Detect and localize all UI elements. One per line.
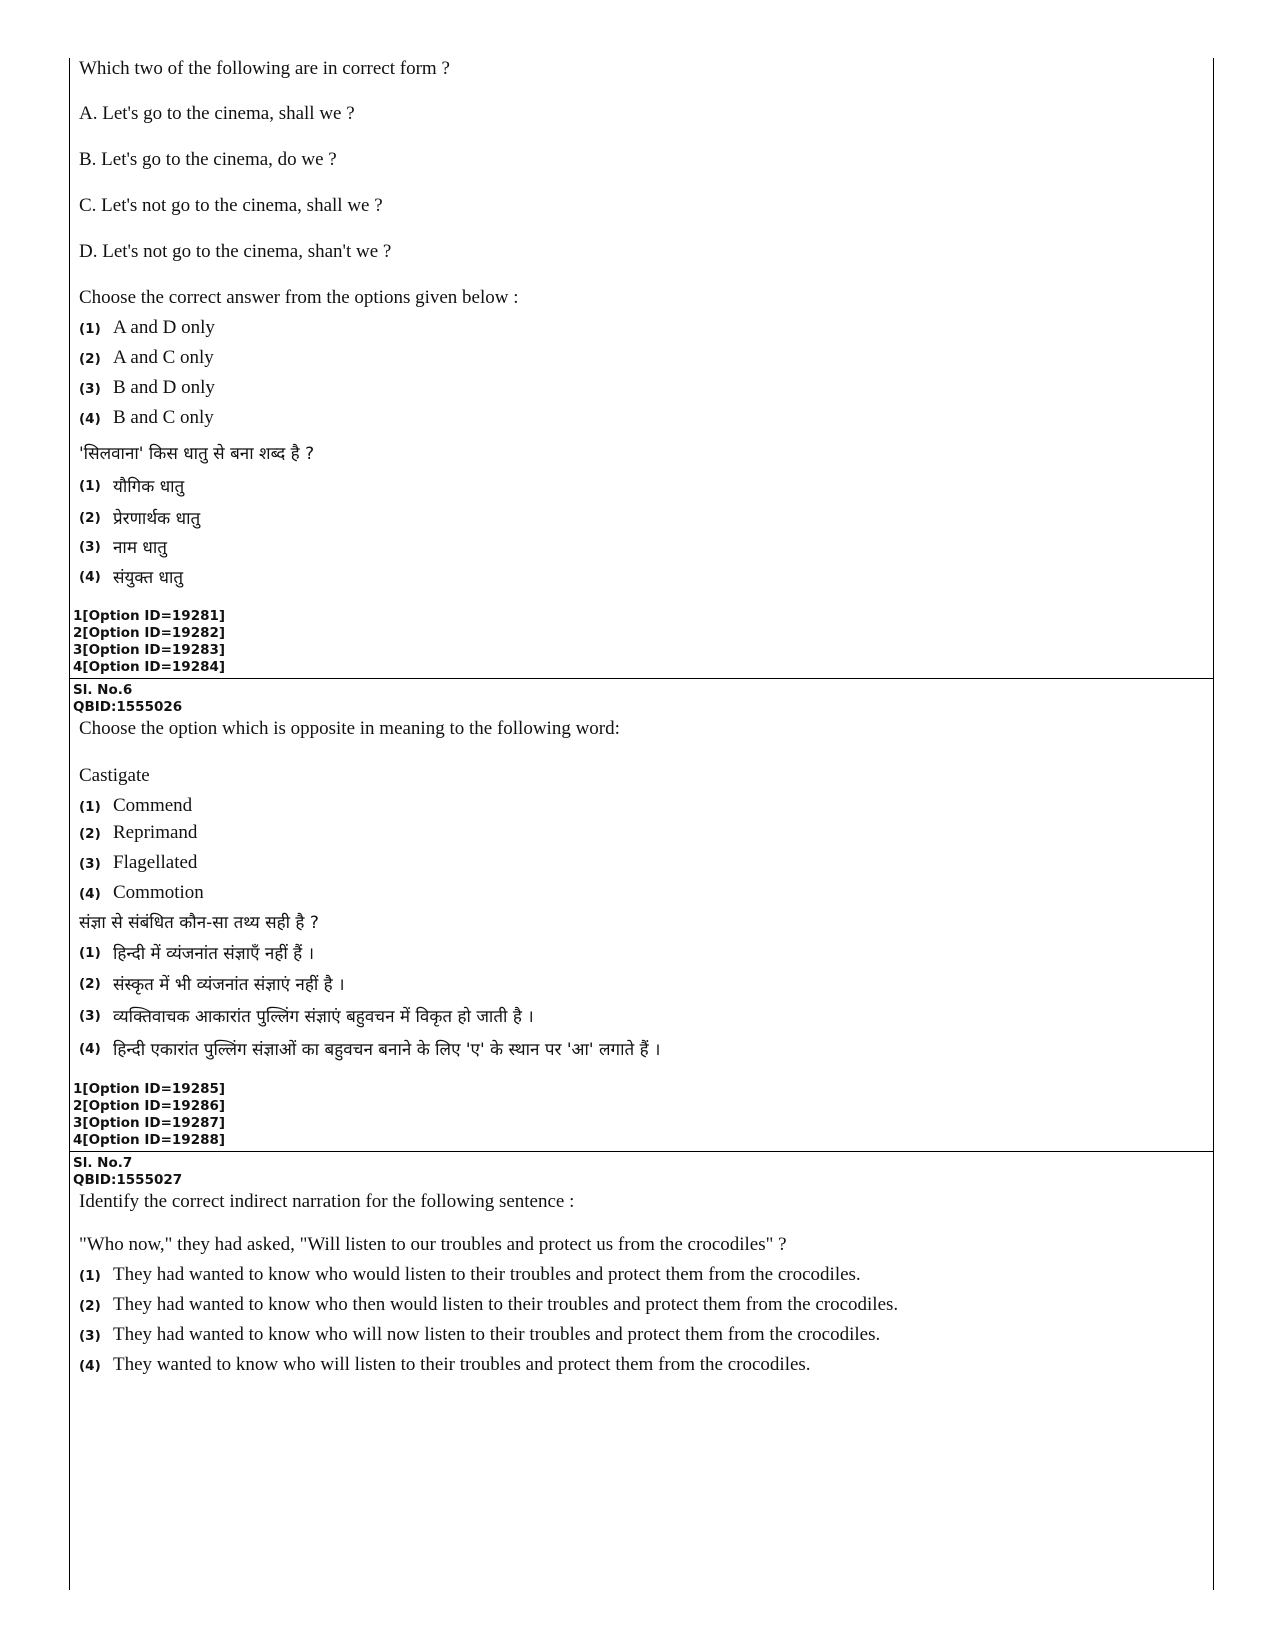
q5-option-4-number: (4) <box>79 411 101 427</box>
q6-option-4-text: Commotion <box>113 882 204 903</box>
q7-option-4-number: (4) <box>79 1358 101 1374</box>
q6-option-1-text: Commend <box>113 795 193 816</box>
question-divider <box>70 678 1213 679</box>
question-divider <box>70 1151 1213 1152</box>
q6-hindi-option-3-number: (3) <box>79 1008 101 1024</box>
q7-option-3-number: (3) <box>79 1328 101 1344</box>
q6-hindi-option-4-text: हिन्दी एकारांत पुल्लिंग संज्ञाओं का बहुवचन बनाने के लिए 'ए' के स्थान पर 'आ' लगाते हैं । <box>113 1040 661 1060</box>
q5-option-2-number: (2) <box>79 351 101 367</box>
q6-hindi-option-1-text: हिन्दी में व्यंजनांत संज्ञाएँ नहीं हैं । <box>113 944 315 964</box>
q5-hindi-option-4-number: (4) <box>79 569 101 585</box>
q5-question: Which two of the following are in correct form ? <box>79 58 450 79</box>
q7-question: Identify the correct indirect narration for the following sentence : <box>79 1191 575 1212</box>
q6-serial-number: Sl. No.6 <box>73 682 133 698</box>
q6-option-3-text: Flagellated <box>113 852 198 873</box>
q5-hindi-option-3-number: (3) <box>79 539 101 555</box>
q7-option-2-number: (2) <box>79 1298 101 1314</box>
q6-option-2-text: Reprimand <box>113 822 198 843</box>
q6-option-id-1: 1[Option ID=19285] <box>73 1081 226 1097</box>
q5-hindi-option-1-text: यौगिक धातु <box>113 477 185 497</box>
q5-statement-c: C. Let's not go to the cinema, shall we ? <box>79 195 383 216</box>
q6-option-4-number: (4) <box>79 886 101 902</box>
q5-option-3-number: (3) <box>79 381 101 397</box>
q6-hindi-option-4-number: (4) <box>79 1041 101 1057</box>
q6-option-3-number: (3) <box>79 856 101 872</box>
q5-option-3-text: B and D only <box>113 377 215 398</box>
q5-statement-b: B. Let's go to the cinema, do we ? <box>79 149 337 170</box>
q5-hindi-option-3-text: नाम धातु <box>113 538 167 558</box>
q5-option-id-3: 3[Option ID=19283] <box>73 642 226 658</box>
q5-option-id-4: 4[Option ID=19284] <box>73 659 226 675</box>
q6-hindi-option-2-text: संस्कृत में भी व्यंजनांत संज्ञाएं नहीं है । <box>113 975 345 995</box>
q6-option-id-4: 4[Option ID=19288] <box>73 1132 226 1148</box>
q6-hindi-option-2-number: (2) <box>79 976 101 992</box>
q6-question: Choose the option which is opposite in meaning to the following word: <box>79 718 620 739</box>
q7-sentence: "Who now," they had asked, "Will listen to our troubles and protect us from the crocodiles" ? <box>79 1234 787 1255</box>
question-paper-frame <box>69 58 1214 1590</box>
q6-option-1-number: (1) <box>79 799 101 815</box>
q6-option-id-2: 2[Option ID=19286] <box>73 1098 226 1114</box>
q6-hindi-option-3-text: व्यक्तिवाचक आकारांत पुल्लिंग संज्ञाएं बहुवचन में विकृत हो जाती है । <box>113 1007 534 1027</box>
q7-option-2-text: They had wanted to know who then would listen to their troubles and protect them from the crocodiles. <box>113 1294 899 1315</box>
q5-option-2-text: A and C only <box>113 347 214 368</box>
q6-option-id-3: 3[Option ID=19287] <box>73 1115 226 1131</box>
q5-hindi-option-1-number: (1) <box>79 478 101 494</box>
q5-option-4-text: B and C only <box>113 407 214 428</box>
q5-prompt: Choose the correct answer from the options given below : <box>79 287 519 308</box>
q6-qbid: QBID:1555026 <box>73 699 183 715</box>
q5-hindi-option-2-text: प्रेरणार्थक धातु <box>113 509 201 529</box>
q7-serial-number: Sl. No.7 <box>73 1155 133 1171</box>
q7-option-1-text: They had wanted to know who would listen to their troubles and protect them from the crocodiles. <box>113 1264 861 1285</box>
q5-statement-a: A. Let's go to the cinema, shall we ? <box>79 103 355 124</box>
q6-hindi-question: संज्ञा से संबंधित कौन-सा तथ्य सही है ? <box>79 913 319 933</box>
q5-hindi-option-2-number: (2) <box>79 510 101 526</box>
q5-hindi-question: 'सिलवाना' किस धातु से बना शब्द है ? <box>79 444 315 464</box>
q7-option-3-text: They had wanted to know who will now listen to their troubles and protect them from the crocodiles. <box>113 1324 881 1345</box>
q5-hindi-option-4-text: संयुक्त धातु <box>113 568 184 588</box>
q7-qbid: QBID:1555027 <box>73 1172 183 1188</box>
q6-word: Castigate <box>79 765 150 786</box>
q6-hindi-option-1-number: (1) <box>79 945 101 961</box>
q7-option-4-text: They wanted to know who will listen to their troubles and protect them from the crocodiles. <box>113 1354 811 1375</box>
q7-option-1-number: (1) <box>79 1268 101 1284</box>
q5-option-id-2: 2[Option ID=19282] <box>73 625 226 641</box>
q5-option-id-1: 1[Option ID=19281] <box>73 608 226 624</box>
q5-option-1-text: A and D only <box>113 317 215 338</box>
q6-option-2-number: (2) <box>79 826 101 842</box>
q5-option-1-number: (1) <box>79 321 101 337</box>
q5-statement-d: D. Let's not go to the cinema, shan't we ? <box>79 241 392 262</box>
